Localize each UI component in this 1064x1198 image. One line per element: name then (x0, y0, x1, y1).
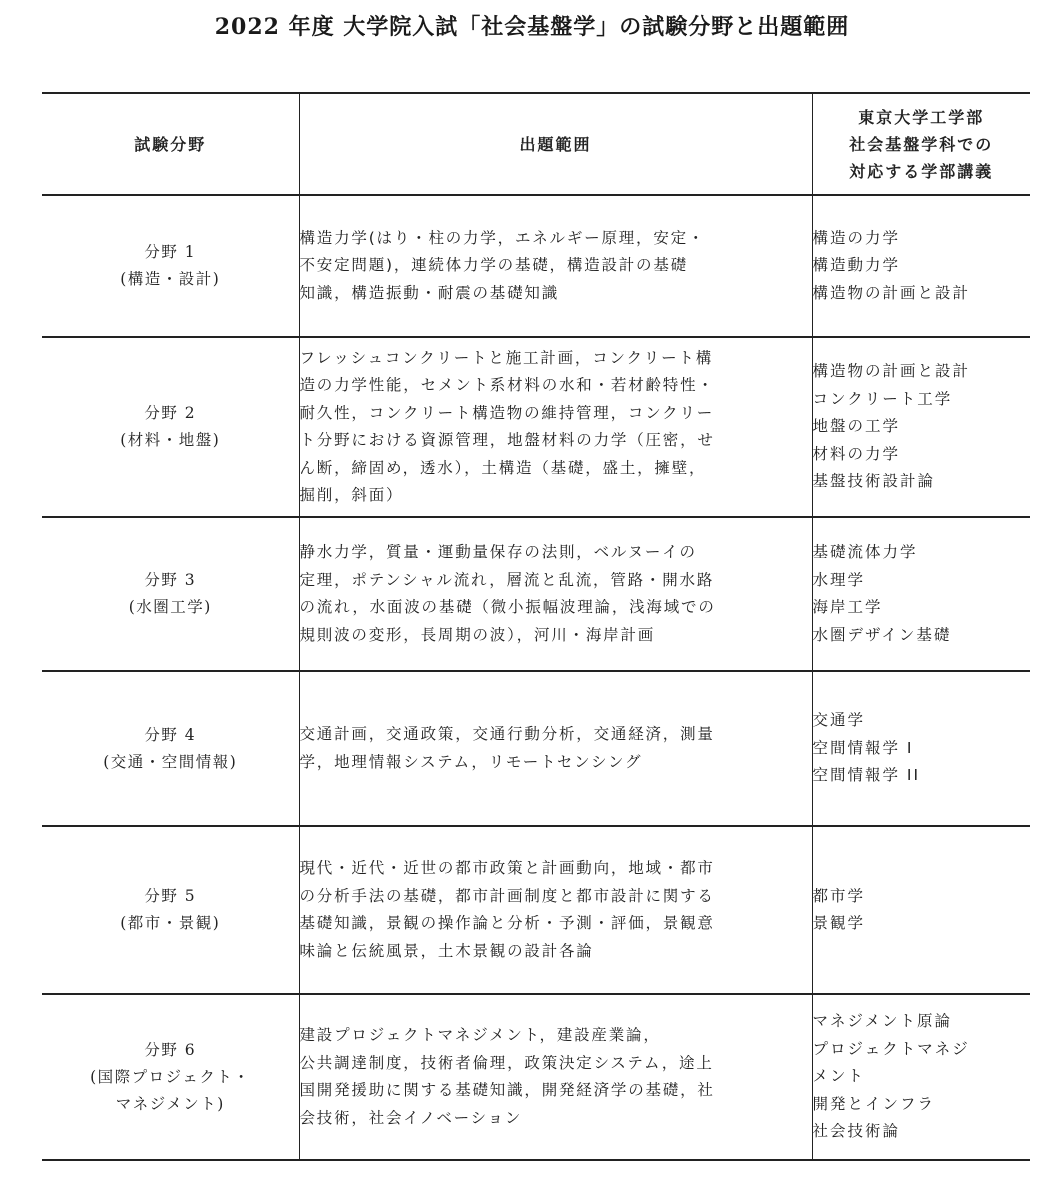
lecture-item: 都市学 (812, 886, 866, 905)
field-line: (都市・景観) (120, 914, 221, 932)
scope-line: ん断，締固め，透水），土構造（基礎，盛土，擁壁， (299, 458, 707, 477)
scope-line: 不安定問題)，連続体力学の基礎，構造設計の基礎 (299, 256, 688, 275)
field-cell (42, 337, 299, 517)
scope-line: 基礎知識，景観の操作論と分析・予測・評価，景観意 (299, 914, 715, 932)
lecture-item: 材料の力学 (812, 444, 901, 463)
lecture-item: 基盤技術設計論 (812, 472, 936, 491)
lecture-cell (812, 195, 1030, 337)
lecture-item: 景観学 (812, 914, 866, 932)
lecture-item: 開発とインフラ (812, 1094, 936, 1113)
field-line: (国際プロジェクト・ (90, 1067, 251, 1086)
lecture-item: 水圏デザイン基礎 (812, 625, 952, 644)
scope-line: の流れ，水面波の基礎（微小振幅波理論，浅海域での (299, 598, 716, 616)
scope-line: 掘削，斜面） (299, 486, 404, 504)
lecture-item: メント (812, 1067, 866, 1086)
scope-line: 定理，ポテンシャル流れ，層流と乱流，管路・開水路 (299, 570, 715, 589)
scope-line: の分析手法の基礎，都市計画制度と都市設計に関する (299, 886, 715, 905)
scope-line: 国開発援助に関する基礎知識，開発経済学の基礎，社 (299, 1081, 715, 1099)
table-row (42, 337, 1030, 517)
scope-line: 会技術，社会イノベーション (299, 1108, 523, 1127)
field-cell (42, 671, 299, 826)
page-title: 2022 年度 大学院入試「社会基盤学」の試験分野と出題範囲 (214, 14, 850, 40)
header-field: 試験分野 (42, 93, 299, 195)
header-lectures-line: 東京大学工学部 (858, 107, 985, 127)
scope-line: 交通計画，交通政策，交通行動分析，交通経済，測量 (299, 725, 715, 743)
lecture-cell (812, 994, 1030, 1160)
field-line: 分野 6 (144, 1040, 197, 1059)
header-lectures-line: 対応する学部講義 (849, 161, 994, 181)
table-header-row (42, 93, 1030, 195)
lecture-item: プロジェクトマネジ (812, 1039, 970, 1058)
scope-line: 耐久性，コンクリート構造物の維持管理，コンクリー (299, 403, 715, 422)
lecture-item: 空間情報学 II (812, 766, 921, 785)
lecture-cell (812, 671, 1030, 826)
scope-line: 規則波の変形，長周期の波），河川・海岸計画 (299, 625, 656, 644)
header-scope: 出題範囲 (299, 93, 812, 195)
field-line: 分野 3 (144, 571, 197, 589)
lecture-item: 地盤の工学 (812, 417, 901, 436)
header-lectures-line: 社会基盤学科での (849, 134, 994, 154)
table-row (42, 195, 1030, 337)
table-row (42, 994, 1030, 1160)
field-line: マネジメント) (115, 1094, 225, 1113)
field-line: 分野 1 (144, 243, 197, 261)
field-cell (42, 195, 299, 337)
scope-line: 味論と伝統風景，土木景観の設計各論 (299, 941, 594, 960)
lecture-item: 水理学 (812, 570, 866, 589)
lecture-item: コンクリート工学 (812, 389, 953, 408)
field-line: (材料・地盤) (120, 431, 221, 449)
lecture-item: 構造動力学 (812, 256, 901, 275)
lecture-cell (812, 826, 1030, 994)
table-row (42, 826, 1030, 994)
lecture-item: 構造物の計画と設計 (812, 283, 971, 302)
field-line: 分野 2 (144, 404, 197, 422)
scope-cell (299, 337, 812, 517)
field-line: (交通・空間情報) (103, 752, 238, 771)
lecture-item: 交通学 (812, 711, 866, 730)
exam-scope-table (42, 92, 1030, 1161)
field-cell (42, 994, 299, 1160)
lecture-item: 社会技術論 (812, 1122, 901, 1141)
field-cell (42, 826, 299, 994)
lecture-item: 基礎流体力学 (812, 543, 918, 561)
scope-cell (299, 517, 812, 671)
scope-line: フレッシュコンクリートと施工計画，コンクリート構 (299, 348, 713, 367)
scope-line: 静水力学，質量・運動量保存の法則，ベルヌーイの (299, 543, 697, 561)
field-cell (42, 517, 299, 671)
scope-line: 現代・近代・近世の都市政策と計画動向，地域・都市 (299, 859, 715, 877)
scope-line: 学，地理情報システム，リモートセンシング (299, 752, 643, 771)
lecture-item: 構造の力学 (812, 228, 901, 247)
lecture-cell (812, 337, 1030, 517)
field-line: 分野 5 (144, 887, 197, 905)
field-line: (構造・設計) (120, 270, 221, 288)
table-row (42, 517, 1030, 671)
lecture-item: 海岸工学 (812, 598, 883, 616)
field-line: (水圏工学) (128, 598, 212, 616)
scope-line: ト分野における資源管理，地盤材料の力学（圧密，せ (299, 431, 715, 449)
scope-line: 構造力学(はり・柱の力学，エネルギー原理，安定・ (299, 228, 706, 247)
scope-line: 造の力学性能，セメント系材料の水和・若材齢特性・ (299, 376, 715, 394)
scope-cell (299, 671, 812, 826)
field-line: 分野 4 (144, 725, 197, 744)
lecture-item: 空間情報学 I (812, 738, 914, 757)
scope-cell (299, 826, 812, 994)
scope-cell (299, 195, 812, 337)
header-lectures (812, 93, 1030, 195)
scope-cell (299, 994, 812, 1160)
lecture-item: 構造物の計画と設計 (812, 362, 971, 381)
lecture-item: マネジメント原論 (812, 1012, 953, 1031)
scope-line: 公共調達制度，技術者倫理，政策決定システム，途上 (299, 1053, 714, 1072)
scope-line: 建設プロジェクトマネジメント，建設産業論， (299, 1026, 661, 1044)
scope-line: 知識，構造振動・耐震の基礎知識 (299, 283, 560, 302)
lecture-cell (812, 517, 1030, 671)
table-row (42, 671, 1030, 826)
